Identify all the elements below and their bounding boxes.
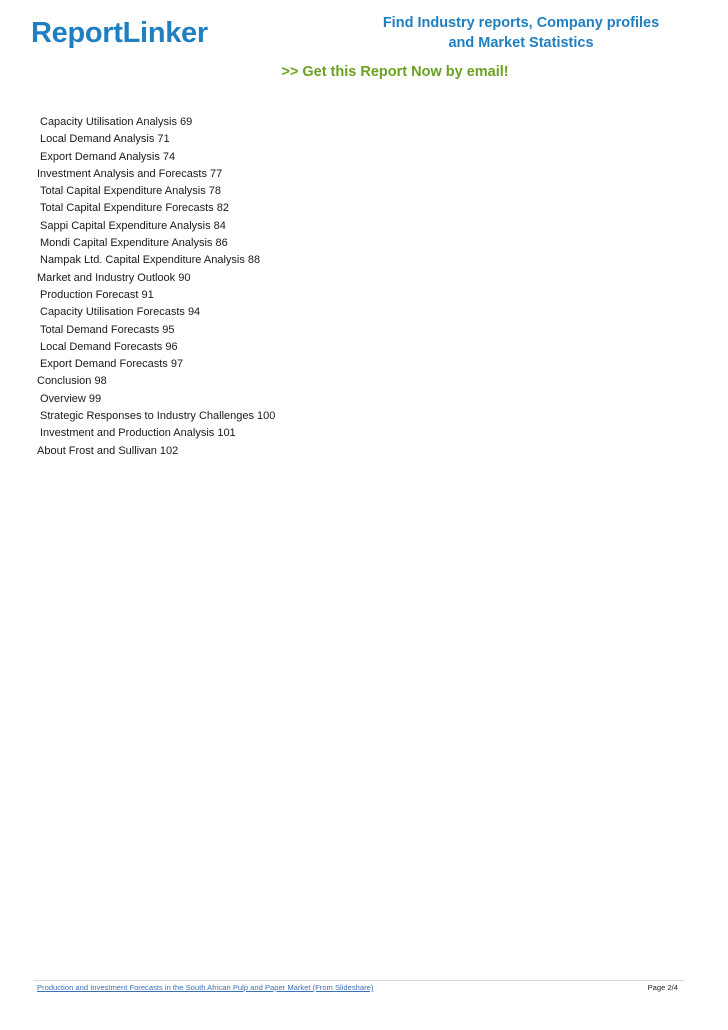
toc-entry: Sappi Capital Expenditure Analysis 84	[40, 219, 226, 232]
toc-entry: Local Demand Analysis 71	[40, 133, 170, 146]
footer-divider	[34, 980, 684, 981]
toc-entry: Total Capital Expenditure Analysis 78	[40, 185, 221, 198]
toc-entry: Mondi Capital Expenditure Analysis 86	[40, 237, 228, 250]
toc-entry: About Frost and Sullivan 102	[37, 444, 179, 457]
toc-entry: Investment and Production Analysis 101	[40, 427, 236, 440]
toc-entry: Total Demand Forecasts 95	[40, 323, 175, 336]
toc-entry: Market and Industry Outlook 90	[37, 271, 191, 284]
toc-entry: Overview 99	[40, 392, 102, 405]
header-tagline	[366, 13, 676, 53]
tagline-line-2: and Market Statistics	[448, 35, 594, 51]
toc-entry: Investment Analysis and Forecasts 77	[37, 167, 223, 180]
toc-entry: Capacity Utilisation Forecasts 94	[40, 306, 201, 319]
source-link[interactable]: Production and Investment Forecasts in the South African Pulp and Paper Market (From Slideshare)	[37, 983, 374, 992]
toc-entry: Local Demand Forecasts 96	[40, 340, 178, 353]
toc-entry: Strategic Responses to Industry Challenges 100	[40, 410, 276, 423]
tagline-line-1: Find Industry reports, Company profiles	[382, 15, 660, 31]
page-number: Page 2/4	[647, 983, 678, 992]
toc-entry: Conclusion 98	[37, 375, 107, 388]
reportlinker-logo[interactable]: ReportLinker	[31, 17, 208, 49]
toc-entry: Total Capital Expenditure Forecasts 82	[40, 202, 229, 215]
toc-entry: Production Forecast 91	[40, 288, 154, 301]
table-of-contents	[36, 114, 275, 460]
get-report-link[interactable]	[0, 62, 728, 82]
toc-entry: Nampak Ltd. Capital Expenditure Analysis 88	[40, 254, 261, 267]
get-report-link-text[interactable]: >> Get this Report Now by email!	[281, 64, 509, 80]
toc-entry: Export Demand Analysis 74	[40, 150, 176, 163]
toc-entry: Export Demand Forecasts 97	[40, 358, 184, 371]
toc-entry: Capacity Utilisation Analysis 69	[40, 116, 193, 128]
